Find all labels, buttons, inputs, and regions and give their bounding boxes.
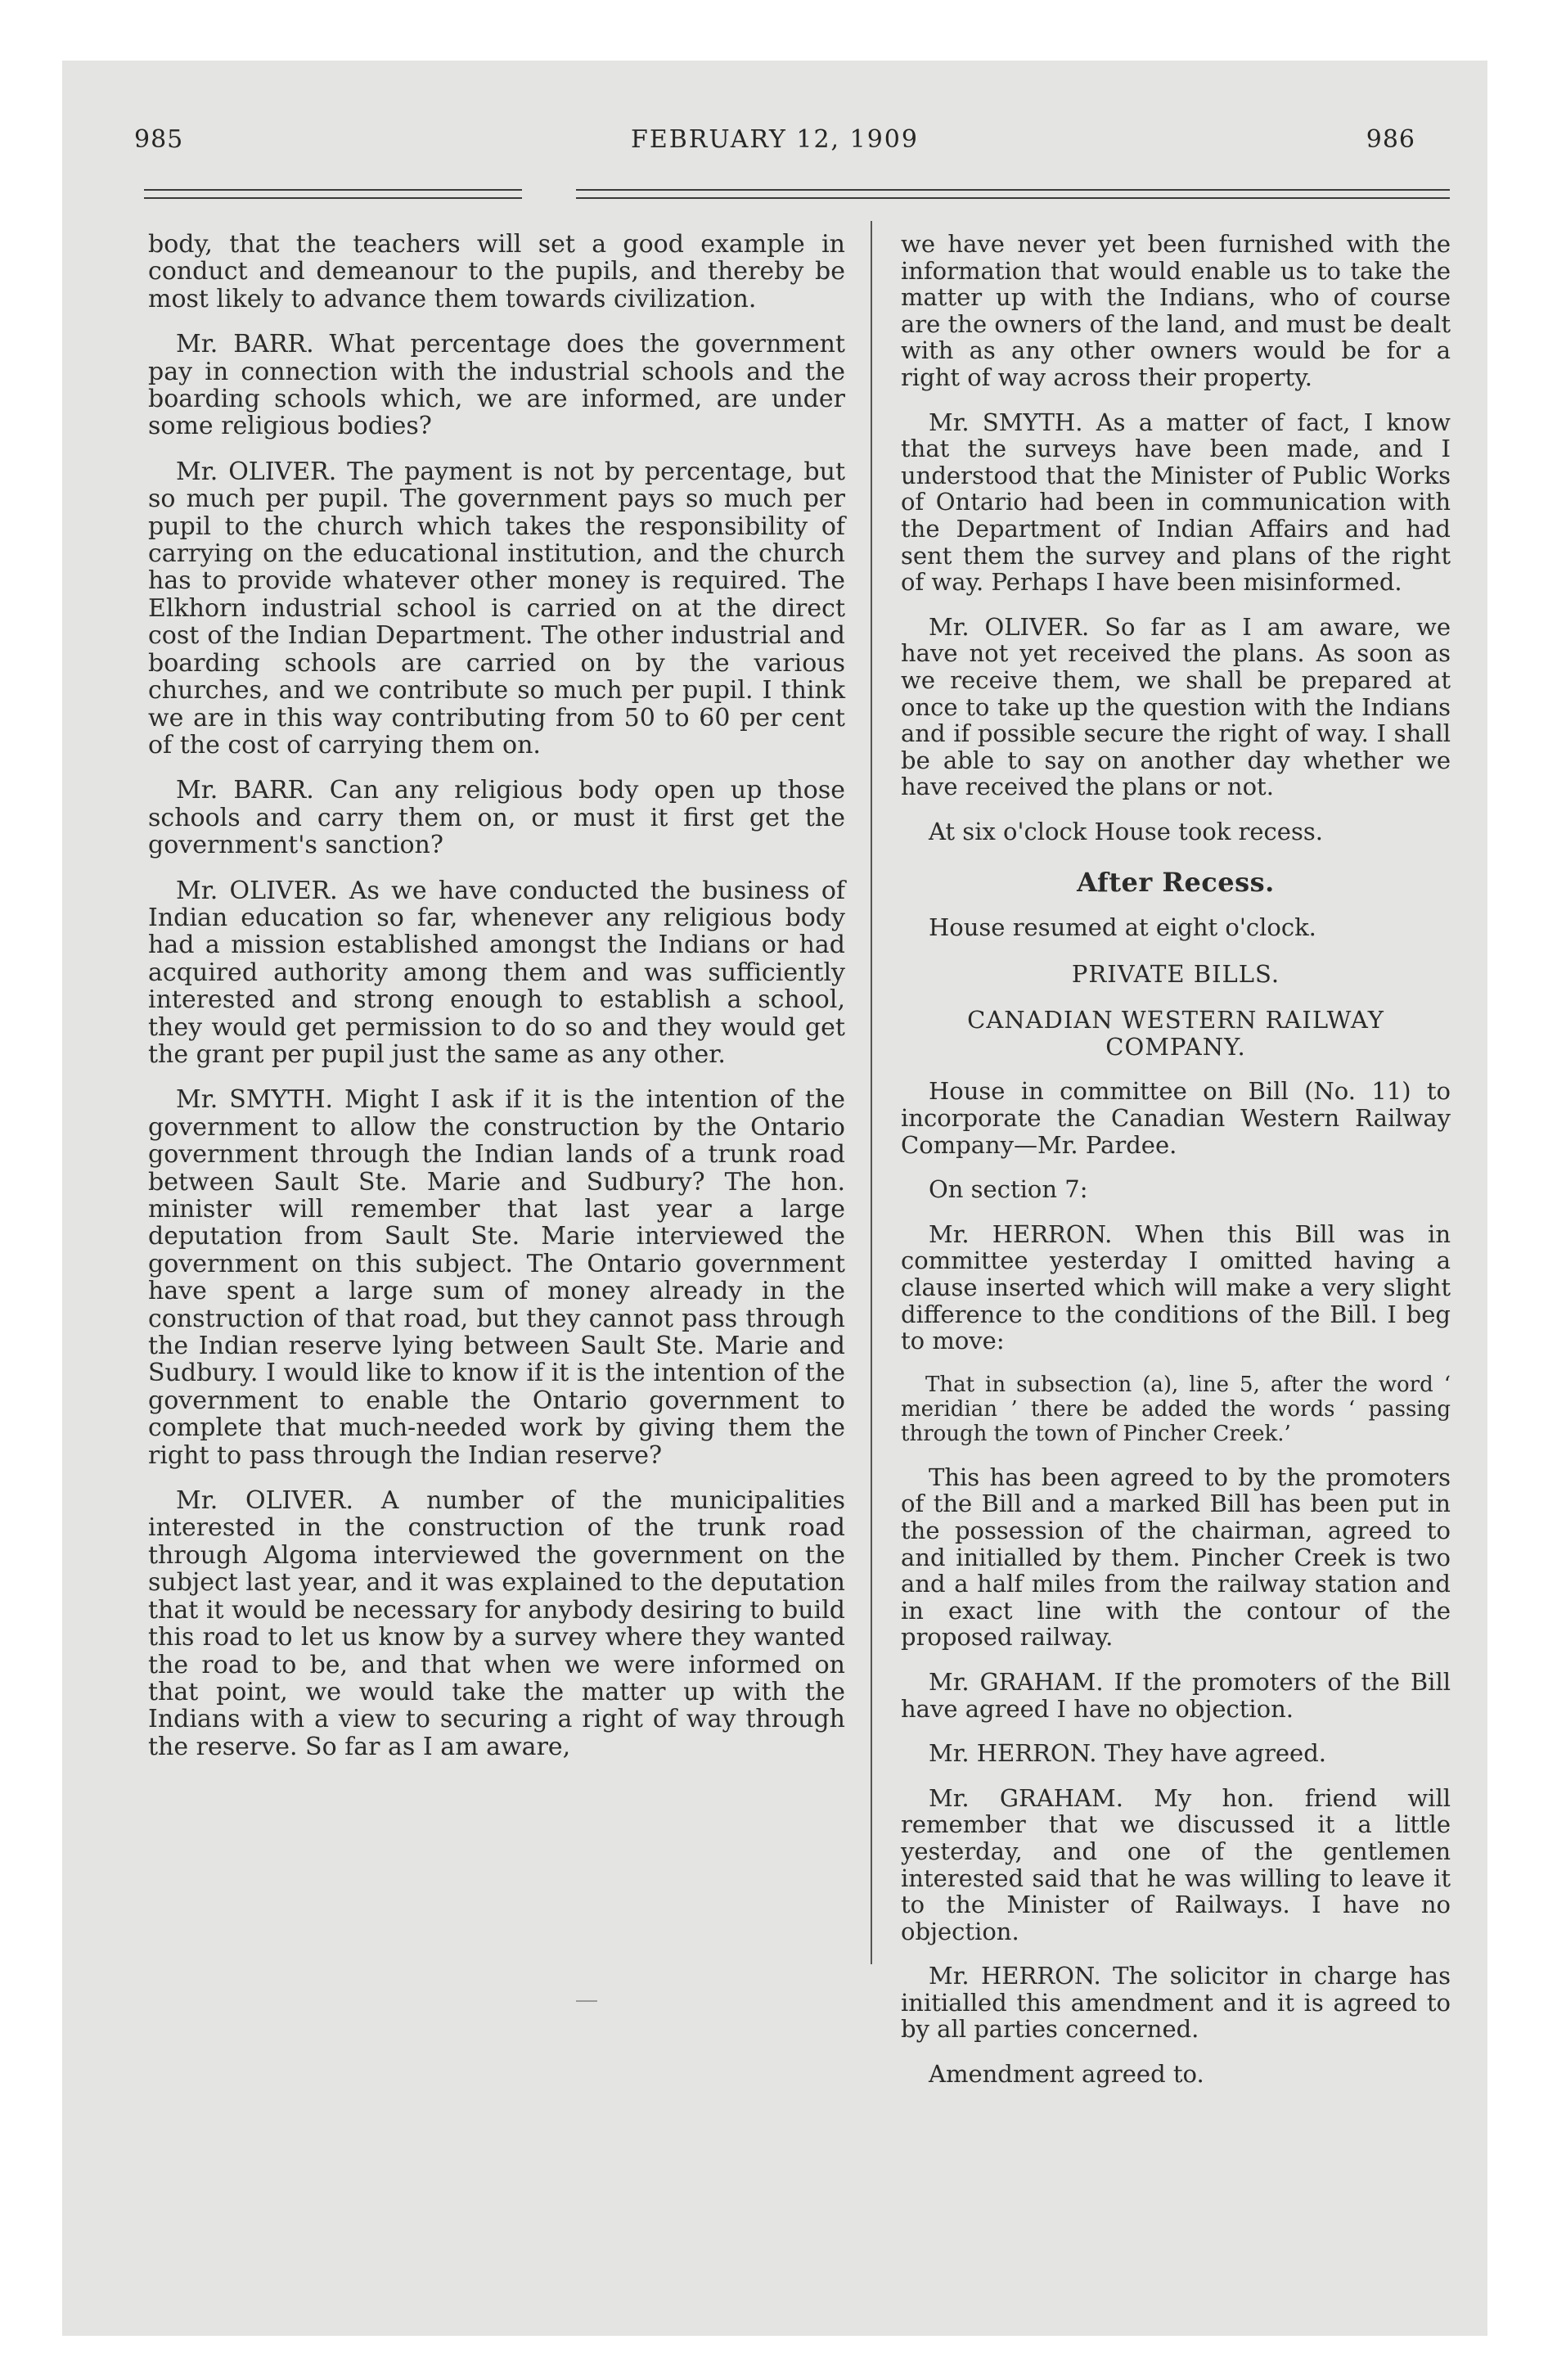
left-paragraph: Mr. SMYTH. Might I ask if it is the intention of the government to allow the construction by the Ontario government through the Indian lands of a trunk road between Sault Ste. Marie and Sudbury? The hon. minister will remember that last year a large deputation from Sault Ste. Marie interviewed the government on this subject. The Ontario government have spent a large sum of money already in the construction of that road, but they cannot pass through the Indian reserve lying between Sault Ste. Marie and Sudbury. I would like to know if it is the intention of the government to enable the Ontario government to complete that much-needed work by giving them the right to pass through the Indian reserve? [148, 1085, 845, 1470]
left-paragraph: Mr. BARR. Can any religious body open up those schools and carry them on, or must it first get the government's sanction? [148, 776, 845, 860]
left-paragraph: Mr. BARR. What percentage does the government pay in connection with the industrial schools and the boarding schools which, we are informed, are under some religious bodies? [148, 330, 845, 441]
right-paragraph: Mr. HERRON. The solicitor in charge has initialled this amendment and it is agreed to by all parties concerned. [901, 1962, 1451, 2044]
right-paragraph: At six o'clock House took recess. [929, 817, 1323, 845]
right-paragraph: Mr. OLIVER. So far as I am aware, we have not yet received the plans. As soon as we receive them, we shall be prepared at once to take up the question with the Indians and if possible secure the right of way. I shall be able to say on another day whether we have received the plans or not. [901, 612, 1451, 801]
print-mark [576, 2000, 597, 2002]
right-column [901, 231, 1451, 2088]
page-number-right: 986 [1366, 125, 1415, 154]
right-paragraph: Mr. HERRON. When this Bill was in committee yesterday I omitted having a clause inserted which will make a very slight difference to the conditions of the Bill. I beg to move: [901, 1219, 1451, 1355]
section-heading-private-bills: PRIVATE BILLS. [1071, 959, 1280, 988]
right-paragraph: On section 7: [929, 1175, 1088, 1204]
left-column [148, 231, 845, 1760]
page-date: FEBRUARY 12, 1909 [631, 125, 919, 154]
left-paragraph: Mr. OLIVER. The payment is not by percentage, but so much per pupil. The government pays so much per pupil to the church which takes the responsibility of carrying on the educational institution, and the church has to provide whatever other money is required. The Elkhorn industrial school is carried on at the direct cost of the Indian Department. The other industrial and boarding schools are carried on by the various churches, and we contribute so much per pupil. I think we are in this way contributing from 50 to 60 per cent of the cost of carrying them on. [148, 457, 845, 760]
right-paragraph: Amendment agreed to. [929, 2060, 1204, 2089]
right-paragraph: Mr. GRAHAM. My hon. friend will remember that we discussed it a little yesterday, and one of the gentlemen interested said that he was willing to leave it to the Minister of Railways. I have no objection. [901, 1783, 1451, 1945]
right-paragraph: This has been agreed to by the promoters of the Bill and a marked Bill has been put in the possession of the chairman, agreed to and initialled by them. Pincher Creek is two and a half miles from the railway station and in exact line with the contour of the proposed railway. [901, 1463, 1451, 1652]
hansard-page [62, 61, 1487, 2336]
header-rule-right [576, 189, 1450, 199]
right-paragraph: we have never yet been furnished with the information that would enable us to take the matter up with the Indians, who of course are the owners of the land, and must be dealt with as any other owners would be for a right of way across their property. [901, 230, 1451, 391]
left-paragraph: body, that the teachers will set a good example in conduct and demeanour to the pupils, and thereby be most likely to advance them towards civilization. [148, 230, 845, 313]
right-paragraph: House in committee on Bill (No. 11) to incorporate the Canadian Western Railway Company—Mr. Pardee. [901, 1077, 1451, 1159]
header-rule-left [144, 189, 522, 199]
section-heading-after-recess: After Recess. [1077, 867, 1275, 899]
left-paragraph: Mr. OLIVER. As we have conducted the business of Indian education so far, whenever any religious body had a mission established amongst the Indians or had acquired authority among them and was sufficiently interested and strong enough to establish a school, they would get permission to do so and they would get the grant per pupil just the same as any other. [148, 876, 845, 1069]
right-paragraph: Mr. SMYTH. As a matter of fact, I know that the surveys have been made, and I understood that the Minister of Public Works of Ontario had been in communication with the Department of Indian Affairs and had sent them the survey and plans of the right of way. Perhaps I have been misinformed. [901, 408, 1451, 597]
right-paragraph: Mr. HERRON. They have agreed. [929, 1739, 1327, 1768]
right-paragraph: Mr. GRAHAM. If the promoters of the Bill have agreed I have no objection. [901, 1667, 1451, 1723]
column-divider [871, 221, 872, 1964]
right-paragraph: House resumed at eight o'clock. [929, 913, 1316, 942]
page-number-left: 985 [134, 125, 184, 154]
section-heading-railway-company: CANADIAN WESTERN RAILWAY COMPANY. [967, 1006, 1384, 1061]
left-paragraph: Mr. OLIVER. A number of the municipalities interested in the construction of the trunk road through Algoma interviewed the government on the subject last year, and it was explained to the deputation that it would be necessary for anybody desiring to build this road to let us know by a survey where they wanted the road to be, and that when we were informed on that point, we would take the matter up with the Indians with a view to securing a right of way through the reserve. So far as I am aware, [148, 1486, 845, 1761]
motion-quote: That in subsection (a), line 5, after the word ‘ meridian ’ there be added the words ‘ passing through the town of Pincher Creek.’ [901, 1372, 1451, 1446]
